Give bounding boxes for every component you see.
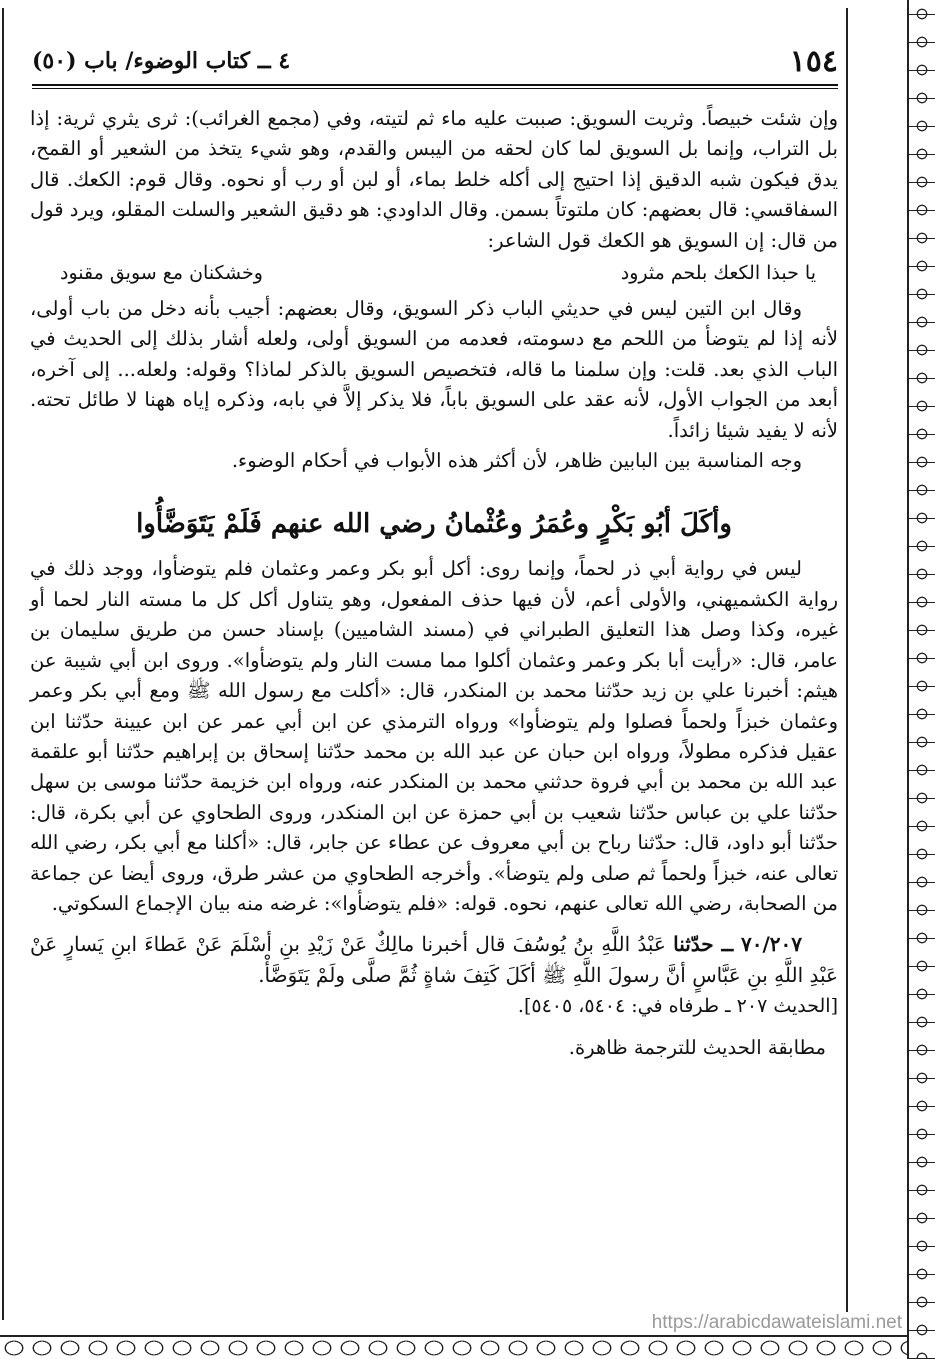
header-rule-thin [32, 88, 838, 89]
watermark-url: https://arabicdawateislami.net [649, 1312, 905, 1334]
page-body [30, 104, 838, 1063]
closing-note: مطابقة الحديث للترجمة ظاهرة. [568, 1036, 826, 1060]
paragraph-sawiq-definition: وإن شئت خبيصاً. وثريت السويق: صببت عليه ماء ثم لتيته، وفي (مجمع الغرائب): ثرى يثري ثرية: إذا بل التراب، وإنما بل السويق لما كان لحقه من اليبس والقدم، وهو شيء يتخذ من الشعير أو القمح، يدق فيكون شبه الدقيق إذا احتيج إلى أكله خلط بماء، أو لبن أو رب أو نحوه. وقال قوم: الكعك. قال السفاقسي: قال بعضهم: كان ملتوتاً بسمن. وقال الداودي: هو دقيق الشعير والسلت المقلو، ويرد قول من قال: إن السويق هو الكعك قول الشاعر: [30, 107, 838, 252]
running-title: ٤ ــ كتاب الوضوء/ باب (٥٠) [32, 48, 291, 74]
paragraph-relevance: وجه المناسبة بين البابين ظاهر، لأن أكثر هذه الأبواب في أحكام الوضوء. [231, 449, 802, 473]
header-rule [32, 84, 838, 86]
paragraph-commentary: ليس في رواية أبي ذر لحماً، وإنما روى: أكل أبو بكر وعمر وعثمان فلم يتوضأوا، ووجد ذلك في رواية الكشميهني، والأولى أعم، لأن فيها حذف المفعول، وهو يتناول أكل كل ما مسته النار لحما أو غيره، وكذا وصل هذا التعليق الطبراني في (مسند الشاميين) بإسناد حسن من طريق سليمان بن عامر، قال: «رأيت أبا بكر وعمر وعثمان أكلوا مما مست النار ولم يتوضأوا». وروى ابن أبي شيبة عن هيثم: أخبرنا علي بن زيد حدّثنا محمد بن المنكدر، قال: «أكلت مع رسول الله ﷺ ومع أبي بكر وعمر وعثمان خبزاً ولحماً فصلوا ولم يتوضأوا» ورواه الترمذي عن ابن أبي عمر عن ابن عيينة حدّثنا ابن عقيل فذكره مطولاً، ورواه ابن حبان عن عبد الله بن محمد حدّثنا إسحاق بن إبراهيم حدّثنا أبو علقمة عبد الله بن محمد بن أبي فروة حدثني محمد بن المنكدر عنه، ورواه ابن خزيمة حدّثنا موسى بن سهل حدّثنا علي بن عباس حدّثنا شعيب بن أبي حمزة عن ابن المنكدر، وروى الطحاوي عن أبي بكرة، قال: حدّثنا أبو داود، قال: حدّثنا رباح بن أبي معروف عن عطاء عن جابر، قال: «أكلنا مع أبي بكر، رضي الله تعالى عنه، خبزاً ولحماً ثم صلى ولم يتوضأ». وأخرجه الطحاوي من عشر طرق، وروى أيضا عن جماعة من الصحابة، رضي الله تعالى عنهم، نحوه. قوله: «فلم يتوضأوا»: غرضه منه بيان الإجماع السكوتي. [30, 557, 838, 915]
hadith-block [30, 929, 838, 991]
poem-hemistich-first: يا حبذا الكعك بلحم مثرود [620, 262, 816, 285]
poem-hemistich-second: وخشكنان مع سويق مقنود [60, 262, 263, 285]
paragraph-ibn-tin: وقال ابن التين ليس في حديثي الباب ذكر السويق، وقال بعضهم: أجيب بأنه دخل من باب أولى، لأنه إذا لم يتوضأ من اللحم مع دسومته، فعدمه من السويق أولى، ولعله أشار بذلك إلى الحديث في الباب الذي بعد. قلت: وإن سلمنا ما قاله، فتخصيص السويق بالذكر لماذا؟ وقوله: ولعله... إلى آخره، أبعد من الجواب الأول، لأنه عقد على السويق باباً، فلا يذكر إلاَّ في بابه، وذكره إياه ههنا لا طائل تحته. لأنه لا يفيد شيئا زائداً. [30, 297, 838, 442]
hadith-number: ٧٠/٢٠٧ ــ حدّثنا [673, 932, 803, 957]
ornamental-border-bottom [0, 1335, 909, 1359]
page-header [32, 40, 838, 82]
poem-verse [30, 256, 838, 294]
border-ring-ornaments [915, 0, 929, 1359]
page-number: ١٥٤ [789, 43, 838, 79]
chapter-heading: وأكَلَ أبُو بَكْرٍ وعُمَرُ وعُثْمانُ رضي الله عنهم فَلَمْ يَتَوَضَّأُوا [136, 509, 732, 540]
hadith-reference: [الحديث ٢٠٧ ـ طرفاه في: ٥٤٠٤، ٥٤٠٥]. [517, 995, 838, 1018]
hadith-text: عَبْدُ اللَّهِ بنُ يُوسُفَ قال أخبرنا مالِكٌ عَنْ زَيْدِ بنِ أسْلَمَ عَنْ عَطاءَ ابنِ يَسارٍ عَنْ عَبْدِ اللَّهِ بنِ عَبَّاسٍ أنَّ رسولَ اللَّهِ ﷺ أكَلَ كَتِفَ شاةٍ ثُمَّ صلَّى ولَمْ يَتَوَضَّأْ. [30, 932, 838, 988]
ornamental-border-right [907, 0, 935, 1359]
